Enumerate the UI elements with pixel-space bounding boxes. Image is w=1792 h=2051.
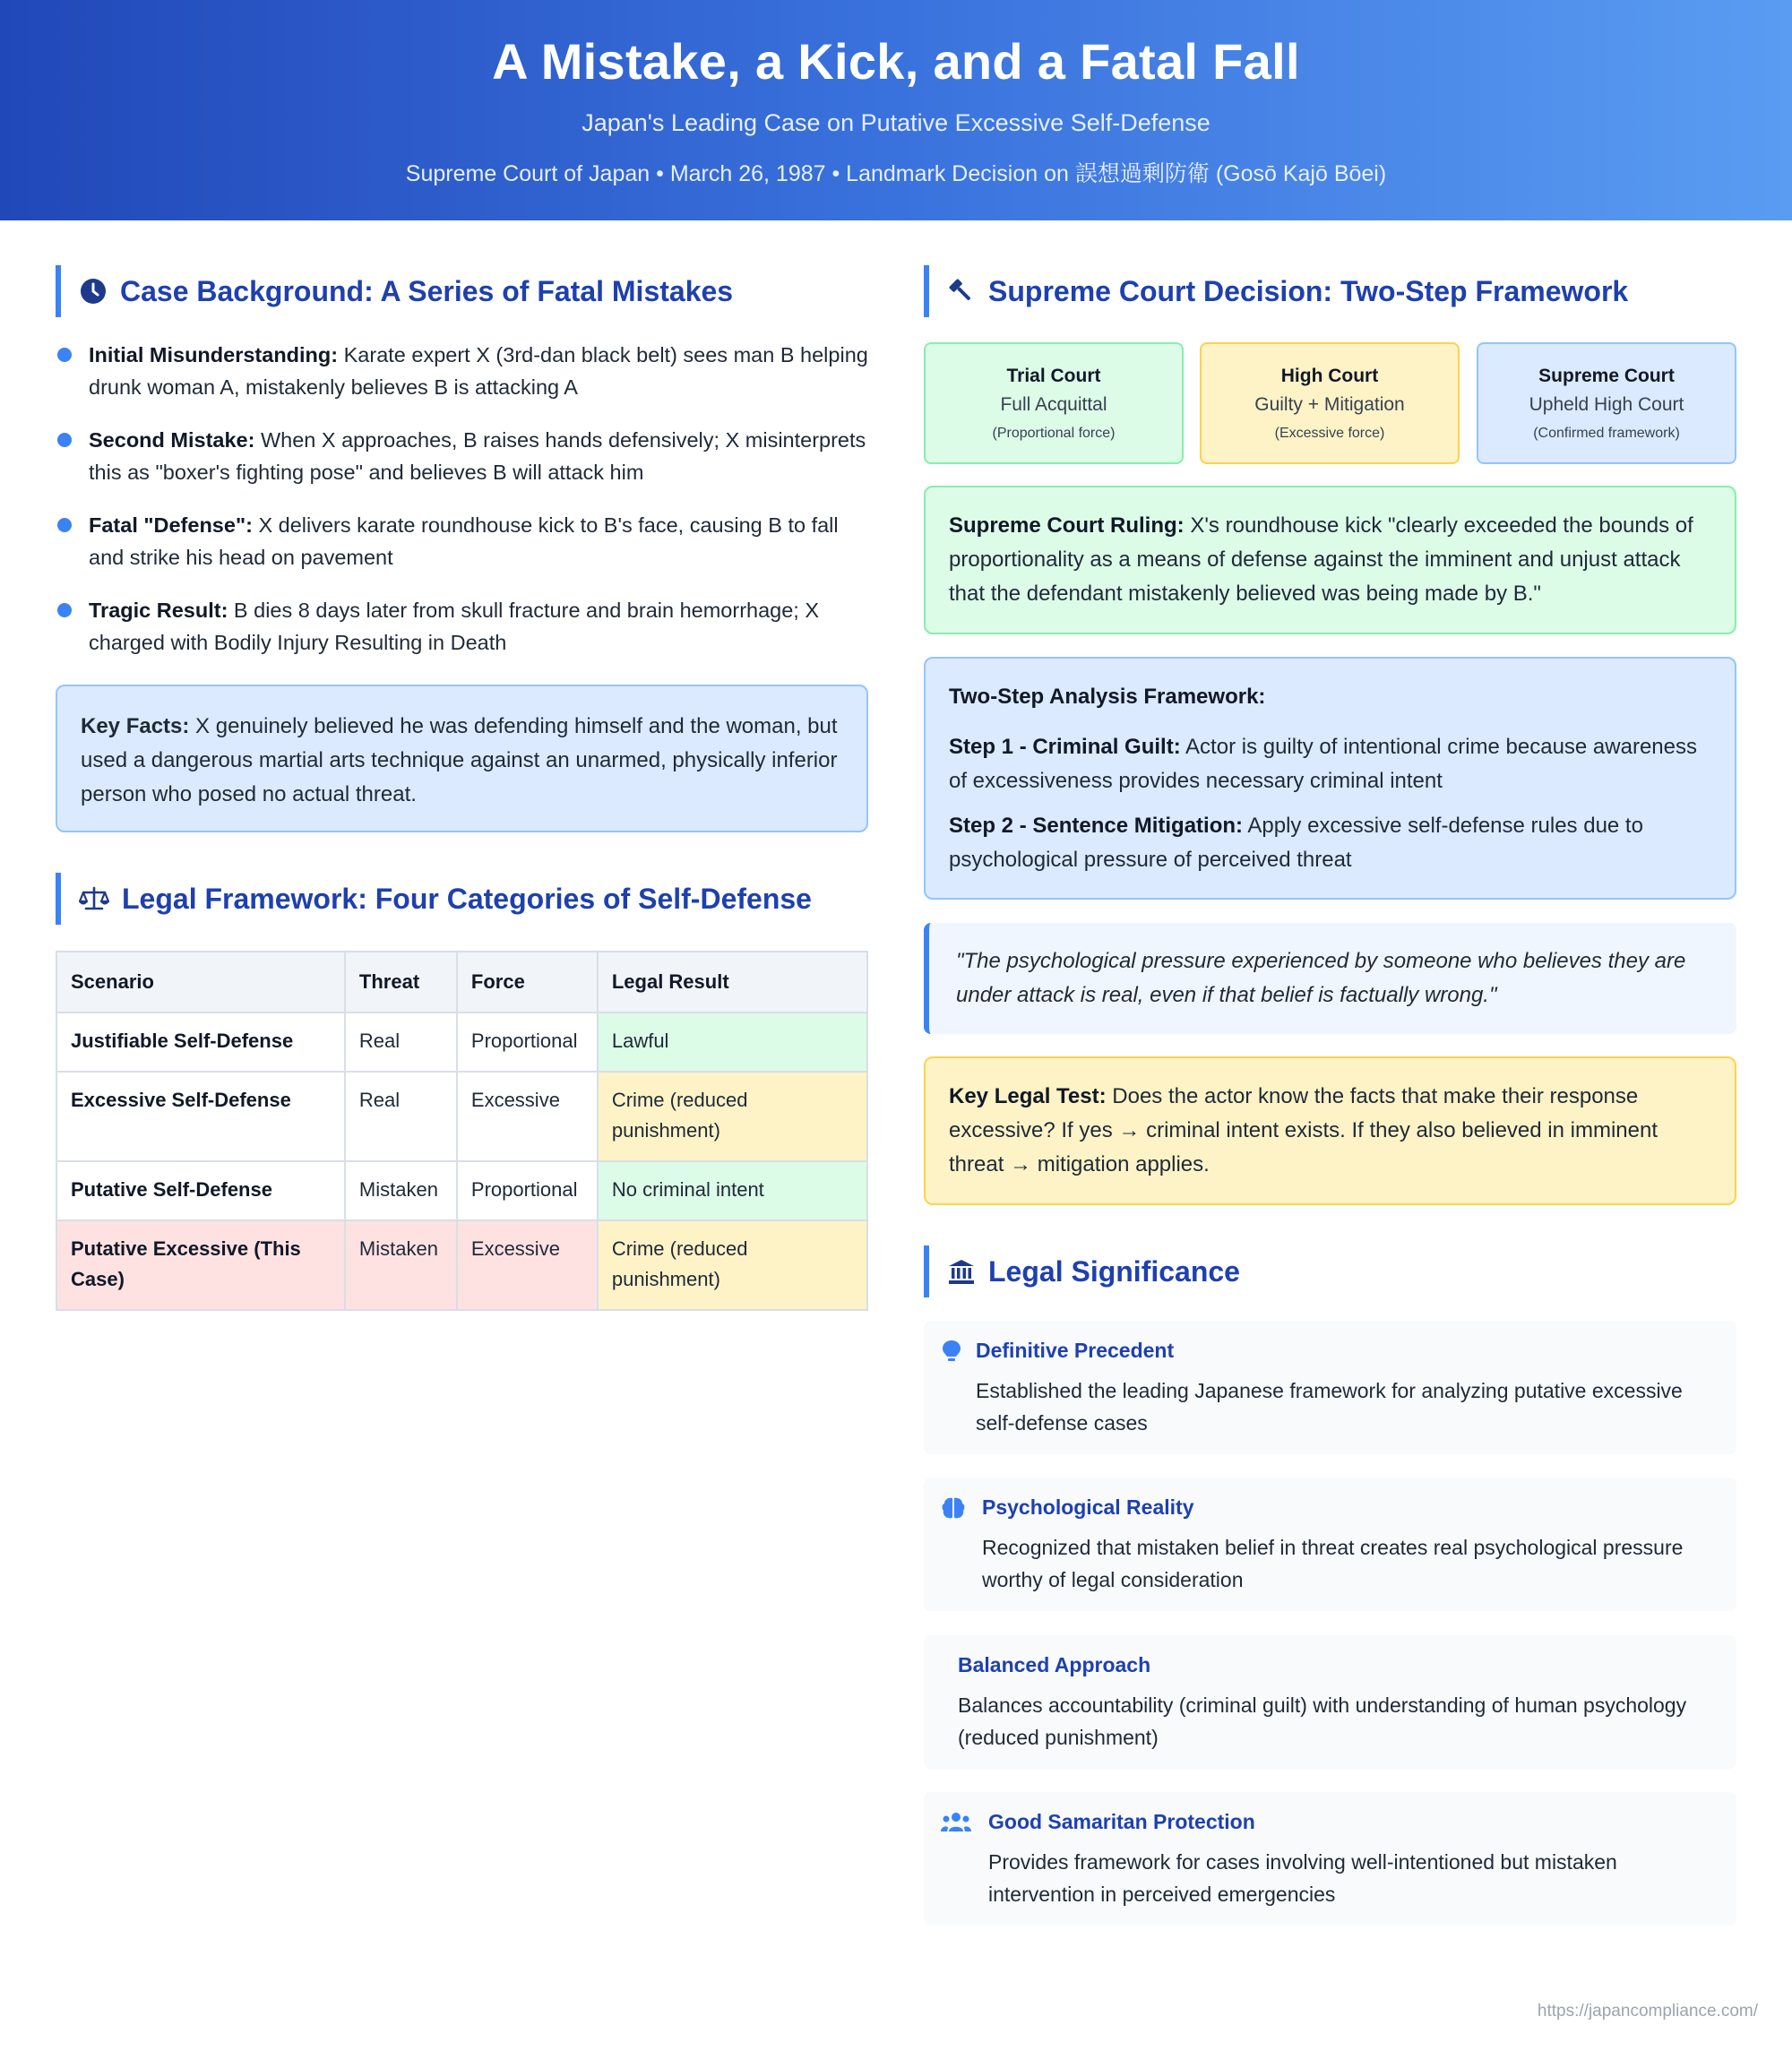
item-label: Second Mistake: (89, 428, 255, 452)
page-meta: Supreme Court of Japan • March 26, 1987 • Landmark Decision on 誤想過剰防衛 (Gosō Kajō Bōei) (405, 161, 1387, 186)
step-1 (949, 730, 1711, 798)
item-label: Initial Misunderstanding: (89, 343, 339, 366)
item-label: Tragic Result: (89, 599, 228, 622)
bullet-dot (57, 518, 72, 532)
court-result: Guilty + Mitigation (1254, 394, 1405, 415)
key-legal-test-box (924, 1056, 1736, 1205)
court-card-supreme (1477, 342, 1736, 464)
step-2-label: Step 2 - Sentence Mitigation: (949, 814, 1244, 838)
table-row (56, 1220, 867, 1310)
page-title: A Mistake, a Kick, and a Fatal Fall (492, 33, 1300, 90)
section-title: Legal Framework: Four Categories of Self-Defense (122, 882, 812, 915)
column-header: Legal Result (598, 952, 867, 1013)
list-item (56, 594, 868, 659)
bullet-dot (57, 433, 72, 447)
card-title: Psychological Reality (982, 1495, 1194, 1519)
ruling-box (924, 486, 1736, 634)
key-facts-label: Key Facts: (81, 714, 190, 738)
item-text: X delivers karate roundhouse kick to B's face, causing B to fall and strike his head on pavement (89, 513, 839, 569)
significance-card (924, 1635, 1736, 1769)
cell-scenario: Putative Excessive (This Case) (56, 1220, 345, 1310)
significance-card (924, 1321, 1736, 1454)
key-facts-box (56, 685, 868, 832)
item-text: Karate expert X (3rd-dan black belt) sees man B helping drunk woman A, mistakenly believes B is attacking A (89, 343, 868, 399)
court-detail: (Confirmed framework) (1533, 426, 1680, 441)
card-text: Recognized that mistaken belief in threat creates real psychological pressure worthy of legal consideration (982, 1536, 1684, 1591)
significance-card (924, 1792, 1736, 1926)
cell-force: Excessive (457, 1072, 598, 1161)
list-item (56, 339, 868, 403)
cell-result: Lawful (598, 1013, 867, 1072)
section-title: Legal Significance (988, 1254, 1240, 1288)
list-item (56, 424, 868, 488)
step-2 (949, 809, 1711, 877)
step-1-text: Actor is guilty of intentional crime because awareness of excessiveness provides necessary criminal intent (949, 735, 1697, 793)
scales-icon (79, 884, 109, 913)
court-name: Trial Court (1006, 366, 1101, 386)
item-label: Fatal "Defense": (89, 513, 253, 537)
cell-force: Excessive (457, 1220, 598, 1310)
pull-quote: "The psychological pressure experienced by someone who believes they are under attack is real, even if that belief is factually wrong." (924, 923, 1736, 1034)
table-header-row (56, 952, 867, 1013)
landmark-icon (947, 1257, 976, 1286)
card-text: Balances accountability (criminal guilt) with understanding of human psychology (reduced punishment) (958, 1693, 1687, 1749)
court-result: Full Acquittal (1000, 394, 1107, 415)
cell-threat: Real (345, 1013, 457, 1072)
section-supreme-court-decision (924, 265, 1628, 317)
court-detail: (Proportional force) (992, 426, 1116, 441)
court-card-high (1200, 342, 1460, 464)
cell-result: Crime (reduced punishment) (598, 1072, 867, 1161)
clock-icon (79, 277, 108, 306)
two-step-heading: Two-Step Analysis Framework: (949, 685, 1266, 709)
card-text: Provides framework for cases involving well-intentioned but mistaken intervention in perceived emergencies (988, 1850, 1617, 1906)
card-title: Good Samaritan Protection (988, 1810, 1255, 1833)
court-name: High Court (1280, 366, 1379, 386)
section-legal-significance (924, 1245, 1240, 1297)
card-title: Definitive Precedent (976, 1339, 1175, 1362)
step-2-text: Apply excessive self-defense rules due to psychological pressure of perceived threat (949, 814, 1643, 872)
lightbulb-icon (940, 1339, 963, 1364)
ruling-text: X's roundhouse kick "clearly exceeded the bounds of proportionality as a means of defense against the imminent and unjust attack that the defendant mistakenly believed was being made by B." (949, 513, 1693, 606)
court-card-trial (924, 342, 1184, 464)
cell-result: Crime (reduced punishment) (598, 1220, 867, 1310)
cell-threat: Real (345, 1072, 457, 1161)
bullet-dot (57, 603, 72, 617)
card-text: Established the leading Japanese framework for analyzing putative excessive self-defense cases (976, 1379, 1683, 1435)
section-case-background (56, 265, 733, 317)
column-header: Threat (345, 952, 457, 1013)
step-1-label: Step 1 - Criminal Guilt: (949, 735, 1181, 759)
gavel-icon (947, 277, 976, 306)
bullet-dot (57, 348, 72, 362)
court-name: Supreme Court (1538, 366, 1675, 386)
court-result: Upheld High Court (1529, 394, 1684, 415)
section-legal-framework (56, 873, 812, 925)
footer-url[interactable]: https://japancompliance.com/ (1537, 2002, 1758, 2021)
section-title: Supreme Court Decision: Two-Step Framework (988, 274, 1629, 307)
users-icon (940, 1810, 972, 1835)
cell-force: Proportional (457, 1161, 598, 1220)
table-row (56, 1013, 867, 1072)
table-row (56, 1161, 867, 1220)
cell-scenario: Justifiable Self-Defense (56, 1013, 345, 1072)
list-item (56, 509, 868, 573)
test-label: Key Legal Test: (949, 1084, 1107, 1108)
two-step-box (924, 657, 1736, 900)
column-header: Force (457, 952, 598, 1013)
cell-threat: Mistaken (345, 1161, 457, 1220)
significance-card (924, 1478, 1736, 1611)
court-progression (924, 342, 1736, 464)
cell-result: No criminal intent (598, 1161, 867, 1220)
column-header: Scenario (56, 952, 345, 1013)
page-header (0, 0, 1792, 220)
brain-icon (940, 1495, 967, 1521)
cell-force: Proportional (457, 1013, 598, 1072)
test-text: Does the actor know the facts that make their response excessive? If yes → criminal intent exists. If they also believed in imminent threat → mitigation applies. (949, 1084, 1658, 1176)
court-detail: (Excessive force) (1274, 426, 1385, 441)
item-text: When X approaches, B raises hands defensively; X misinterprets this as "boxer's fighting pose" and believes B will attack him (89, 428, 866, 484)
page-subtitle: Japan's Leading Case on Putative Excessive Self-Defense (582, 109, 1210, 136)
item-text: B dies 8 days later from skull fracture and brain hemorrhage; X charged with Bodily Injury Resulting in Death (89, 599, 820, 654)
ruling-label: Supreme Court Ruling: (949, 513, 1185, 538)
card-title: Balanced Approach (958, 1653, 1151, 1676)
table-row (56, 1072, 867, 1161)
cell-scenario: Excessive Self-Defense (56, 1072, 345, 1161)
cell-scenario: Putative Self-Defense (56, 1161, 345, 1220)
section-title: Case Background: A Series of Fatal Mistakes (120, 274, 734, 307)
cell-threat: Mistaken (345, 1220, 457, 1310)
self-defense-table (56, 951, 868, 1311)
key-facts-text: X genuinely believed he was defending himself and the woman, but used a dangerous martial arts technique against an unarmed, physically inferior person who posed no actual threat. (81, 714, 838, 806)
